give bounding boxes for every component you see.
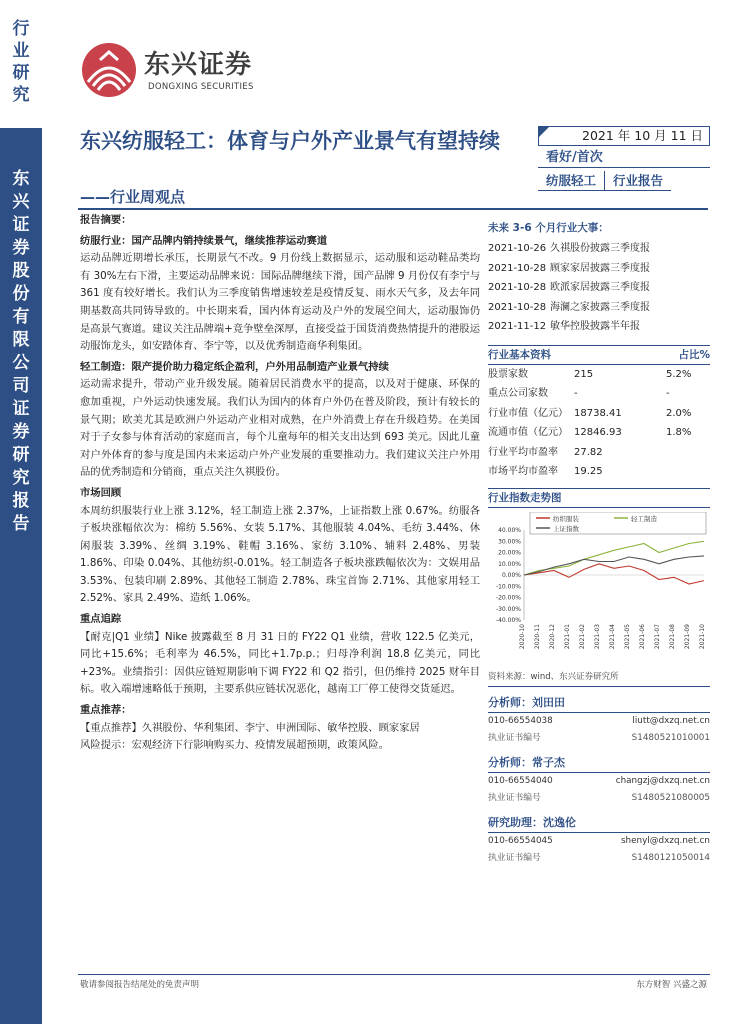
chart-legend-label: 纺织服装 (553, 514, 579, 523)
row-value: 12846.93 (574, 427, 622, 439)
sidebar-top-label: 行 业 研 究 (12, 19, 30, 105)
table-row (488, 462, 710, 482)
event-date: 2021-10-28 (488, 262, 547, 274)
section-light-industry-heading: 轻工制造：限产提价助力稳定纸企盈利，户外用品制造产业景气持续 (80, 360, 389, 373)
analyst-phone: 010-66554045 (488, 835, 553, 846)
analyst-cert (488, 730, 710, 747)
list-item (488, 278, 710, 298)
chart-x-tick-label: 2021-03 (594, 623, 601, 650)
analyst-role: 分析师： (488, 755, 532, 769)
basic-info-header (488, 345, 710, 365)
chart-x-tick-label: 2021-01 (564, 623, 571, 650)
analyst-heading (488, 813, 710, 833)
chart-x-tick-label: 2021-07 (654, 623, 661, 650)
event-text: 海澜之家披露三季度报 (550, 301, 650, 313)
analyst-name: 沈逸伦 (543, 815, 576, 829)
row-value: 27.82 (574, 446, 603, 458)
event-text: 久祺股份披露三季度报 (550, 243, 650, 254)
chart-x-tick-label: 2021-04 (609, 623, 616, 650)
footer-slogan: 东方财智 兴盛之源 (636, 980, 707, 990)
analyst-cert (488, 790, 710, 807)
table-row (488, 365, 710, 385)
section-market-text: 本周纺织服装行业上涨 3.12%，轻工制造上涨 2.37%，上证指数上涨 0.67%。纺服各子板块涨幅依次为：棉纺 5.56%、女装 5.17%、其他服装 4.04%、毛纺 3.44%、休闲服装 3.39%、丝绸 3.19%、鞋帽 3.16%、家纺 3.10%、辅料 2.48%、男装 1.86%、印染 0.04%、其他纺织-0.01%。轻工制造各子板块涨跌幅依次为：文娱用品 3.53%、包装印刷 2.89%、其他轻工制造 2.78%、珠宝首饰 2.71%、其他家用轻工 2.52%、家具 2.49%、造纸 1.06%。 (80, 504, 480, 605)
sidebar-top (0, 0, 42, 122)
analyst-phone: 010-66554040 (488, 775, 553, 786)
chart-y-tick-label: 40.00% (498, 526, 521, 534)
events-list (488, 239, 710, 337)
footer-disclaimer: 敬请参阅报告结尾处的免责声明 (80, 980, 200, 990)
analyst-role: 研究助理： (488, 815, 543, 829)
row-label: 股票家数 (488, 368, 528, 380)
row-pct (666, 443, 710, 463)
sidebar-main (0, 128, 42, 1024)
right-column (488, 220, 710, 867)
logo-text-cn: 东兴证券 (144, 50, 253, 80)
company-logo (78, 42, 278, 98)
cert-number: S1480521010001 (631, 732, 710, 743)
cert-number: S1480121050014 (631, 852, 710, 863)
event-date: 2021-10-28 (488, 282, 547, 294)
row-label: 流通市值（亿元） (488, 427, 568, 439)
chart-y-tick-label: 10.00% (498, 560, 521, 568)
summary-heading: 报告摘要： (80, 214, 132, 226)
analyst-email[interactable]: changzj@dxzq.net.cn (615, 775, 710, 786)
basic-info-heading: 行业基本资料 (488, 349, 551, 362)
list-item (488, 298, 710, 318)
analyst-heading (488, 753, 710, 773)
analysts-section (488, 693, 710, 867)
analyst-role: 分析师： (488, 695, 532, 709)
chart-y-tick-label: 30.00% (498, 538, 521, 546)
report-title: 东兴纺服轻工：体育与户外产业景气有望持续 (80, 129, 500, 153)
chart-x-tick-label: 2020-11 (534, 623, 541, 650)
events-heading: 未来 3-6 个月行业大事： (488, 222, 609, 234)
analyst-name: 常子杰 (532, 755, 565, 769)
analyst-cert (488, 850, 710, 867)
analyst-contact (488, 833, 710, 850)
logo-text-en: DONGXING SECURITIES (148, 82, 254, 92)
tag-type: 行业报告 (604, 171, 671, 191)
chart-heading: 行业指数走势图 (488, 488, 710, 508)
chart-svg (488, 512, 710, 662)
cert-label: 执业证书编号 (488, 732, 541, 743)
table-row (488, 443, 710, 463)
section-light-industry-text: 运动需求提升，带动产业升级发展。随着居民消费水平的提高，以及对于健康、环保的愈加重视，户外运动快速发展。我们认为国内的体育户外仍在普及阶段，预计有较长的景气期；欧美尤其是欧洲户外运动产业相对成熟，在户外消费上存在升级趋势。在美国对于子女参与体育活动的家庭而言，每个儿童每年的相关支出达到 693 美元。因此儿童对户外体育的参与度是国内未来运动户外产业发展的重要推动力。我们建议关注户外用品的优秀制造和分销商，重点关注久祺股份。 (80, 378, 480, 479)
row-value: 215 (574, 368, 594, 380)
chart-legend-label: 上证指数 (553, 524, 579, 533)
cert-label: 执业证书编号 (488, 852, 541, 863)
table-row (488, 404, 710, 424)
chart-x-tick-label: 2020-12 (549, 623, 556, 650)
analyst-contact (488, 713, 710, 730)
row-pct: 2.0% (666, 407, 692, 419)
row-pct: 1.8% (666, 427, 692, 439)
chart-y-tick-label: -20.00% (495, 594, 521, 602)
chart-x-tick-label: 2021-02 (579, 623, 586, 650)
tag-industry: 纺服轻工 (538, 171, 604, 191)
row-pct: 5.2% (666, 368, 692, 380)
report-subtitle: ——行业周观点 (80, 188, 186, 206)
chart-y-tick-label: 20.00% (498, 549, 521, 557)
event-text: 欧派家居披露三季度报 (550, 282, 650, 294)
report-tags (538, 171, 710, 191)
sidebar-main-label: 东 兴 证 券 股 份 有 限 公 司 证 券 研 究 报 告 (12, 169, 30, 534)
basic-info-table (488, 365, 710, 482)
row-label: 重点公司家数 (488, 388, 548, 400)
analyst-name: 刘田田 (532, 695, 565, 709)
chart-legend-label: 轻工制造 (631, 514, 657, 523)
row-value: 19.25 (574, 466, 603, 478)
chart-y-tick-label: -30.00% (495, 605, 521, 613)
cert-number: S1480521080005 (631, 792, 710, 803)
report-body (80, 212, 480, 755)
chart-y-tick-label: -40.00% (495, 616, 521, 624)
event-text: 顾家家居披露三季度报 (550, 262, 650, 274)
chart-series-line (524, 564, 704, 584)
footer-divider (78, 974, 710, 975)
chart-y-tick-label: -10.00% (495, 583, 521, 591)
section-tracking-text: 【耐克|Q1 业绩】Nike 披露截至 8 月 31 日的 FY22 Q1 业绩，营收 122.5 亿美元，同比+15.6%；毛利率为 46.5%，同比+1.7p.p.；归母净利润 18.8 亿美元，同比+23%。业绩指引：因供应链短期影响下调 FY22 和 Q2 指引，但仍维持 2025 财年目标。收入端增速略低于预期，主要系供应链状况恶化，越南工厂停工使得交货延迟。 (80, 630, 480, 696)
section-recommend-heading: 重点推荐： (80, 704, 132, 717)
row-value: - (574, 388, 578, 400)
row-value: 18738.41 (574, 407, 622, 419)
event-date: 2021-10-28 (488, 301, 547, 313)
analyst-heading (488, 693, 710, 713)
chart-x-tick-label: 2021-10 (699, 623, 706, 650)
pct-column-header: 占比% (678, 349, 710, 362)
section-risk-line: 风险提示：宏观经济下行影响购买力、疫情发展超预期，政策风险。 (80, 739, 389, 752)
section-recommend-line: 【重点推荐】久祺股份、华利集团、李宁、申洲国际、敏华控股、顾家家居 (80, 721, 420, 734)
event-date: 2021-10-26 (488, 243, 547, 254)
row-label: 行业市值（亿元） (488, 407, 568, 419)
chart-series-line (524, 541, 704, 575)
analyst-phone: 010-66554038 (488, 715, 553, 726)
row-label: 市场平均市盈率 (488, 466, 558, 478)
row-pct: - (666, 388, 670, 400)
chart-x-tick-label: 2021-05 (624, 623, 631, 650)
list-item (488, 317, 710, 337)
index-trend-chart (488, 512, 710, 662)
list-item (488, 239, 710, 259)
chart-source: 资料来源：wind、东兴证券研究所 (488, 670, 710, 687)
chart-series-line (524, 556, 704, 575)
logo-mark-icon (78, 42, 140, 98)
list-item (488, 259, 710, 279)
rating-label: 看好/首次 (538, 148, 710, 168)
event-date: 2021-11-12 (488, 321, 547, 333)
section-apparel-heading: 纺服行业：国产品牌内销持续景气，继续推荐运动赛道 (80, 234, 328, 247)
report-meta (538, 126, 710, 191)
row-pct (666, 462, 710, 482)
analyst-contact (488, 773, 710, 790)
chart-x-tick-label: 2021-08 (669, 623, 676, 650)
section-tracking-heading: 重点追踪 (80, 613, 122, 626)
analyst-email[interactable]: shenyl@dxzq.net.cn (620, 835, 710, 846)
section-apparel-text: 运动品牌近期增长承压，长期景气不改。9 月份线上数据显示，运动服和运动鞋品类均有 30%左右下滑，主要运动品牌来说：国际品牌继续下滑，国产品牌 9 月份仅有李宁与 361 度有较好增长。我们认为三季度销售增速较差是疫情反复、雨水天气多，及去年同期基数高共同铸导致的。中长期来看，国内体育运动及户外的发展空间大，运动服饰仍是高景气赛道。建议关注品牌端+竞争壁垒深厚，直接受益于国货消费热情提升的港股运动服饰龙头，如安踏体育、李宁等，以及优秀制造商华利集团。 (80, 252, 480, 353)
section-market-heading: 市场回顾 (80, 486, 122, 499)
report-date: 2021 年 10 月 11 日 (538, 126, 710, 146)
title-divider (78, 208, 708, 210)
chart-y-tick-label: 0.00% (501, 571, 521, 579)
event-text: 敏华控股披露半年报 (550, 321, 640, 333)
table-row (488, 384, 710, 404)
chart-x-tick-label: 2020-10 (519, 623, 526, 650)
cert-label: 执业证书编号 (488, 792, 541, 803)
row-label: 行业平均市盈率 (488, 446, 558, 458)
analyst-email[interactable]: liutt@dxzq.net.cn (632, 715, 710, 726)
chart-x-tick-label: 2021-06 (639, 623, 646, 650)
chart-x-tick-label: 2021-09 (684, 623, 691, 650)
table-row (488, 423, 710, 443)
